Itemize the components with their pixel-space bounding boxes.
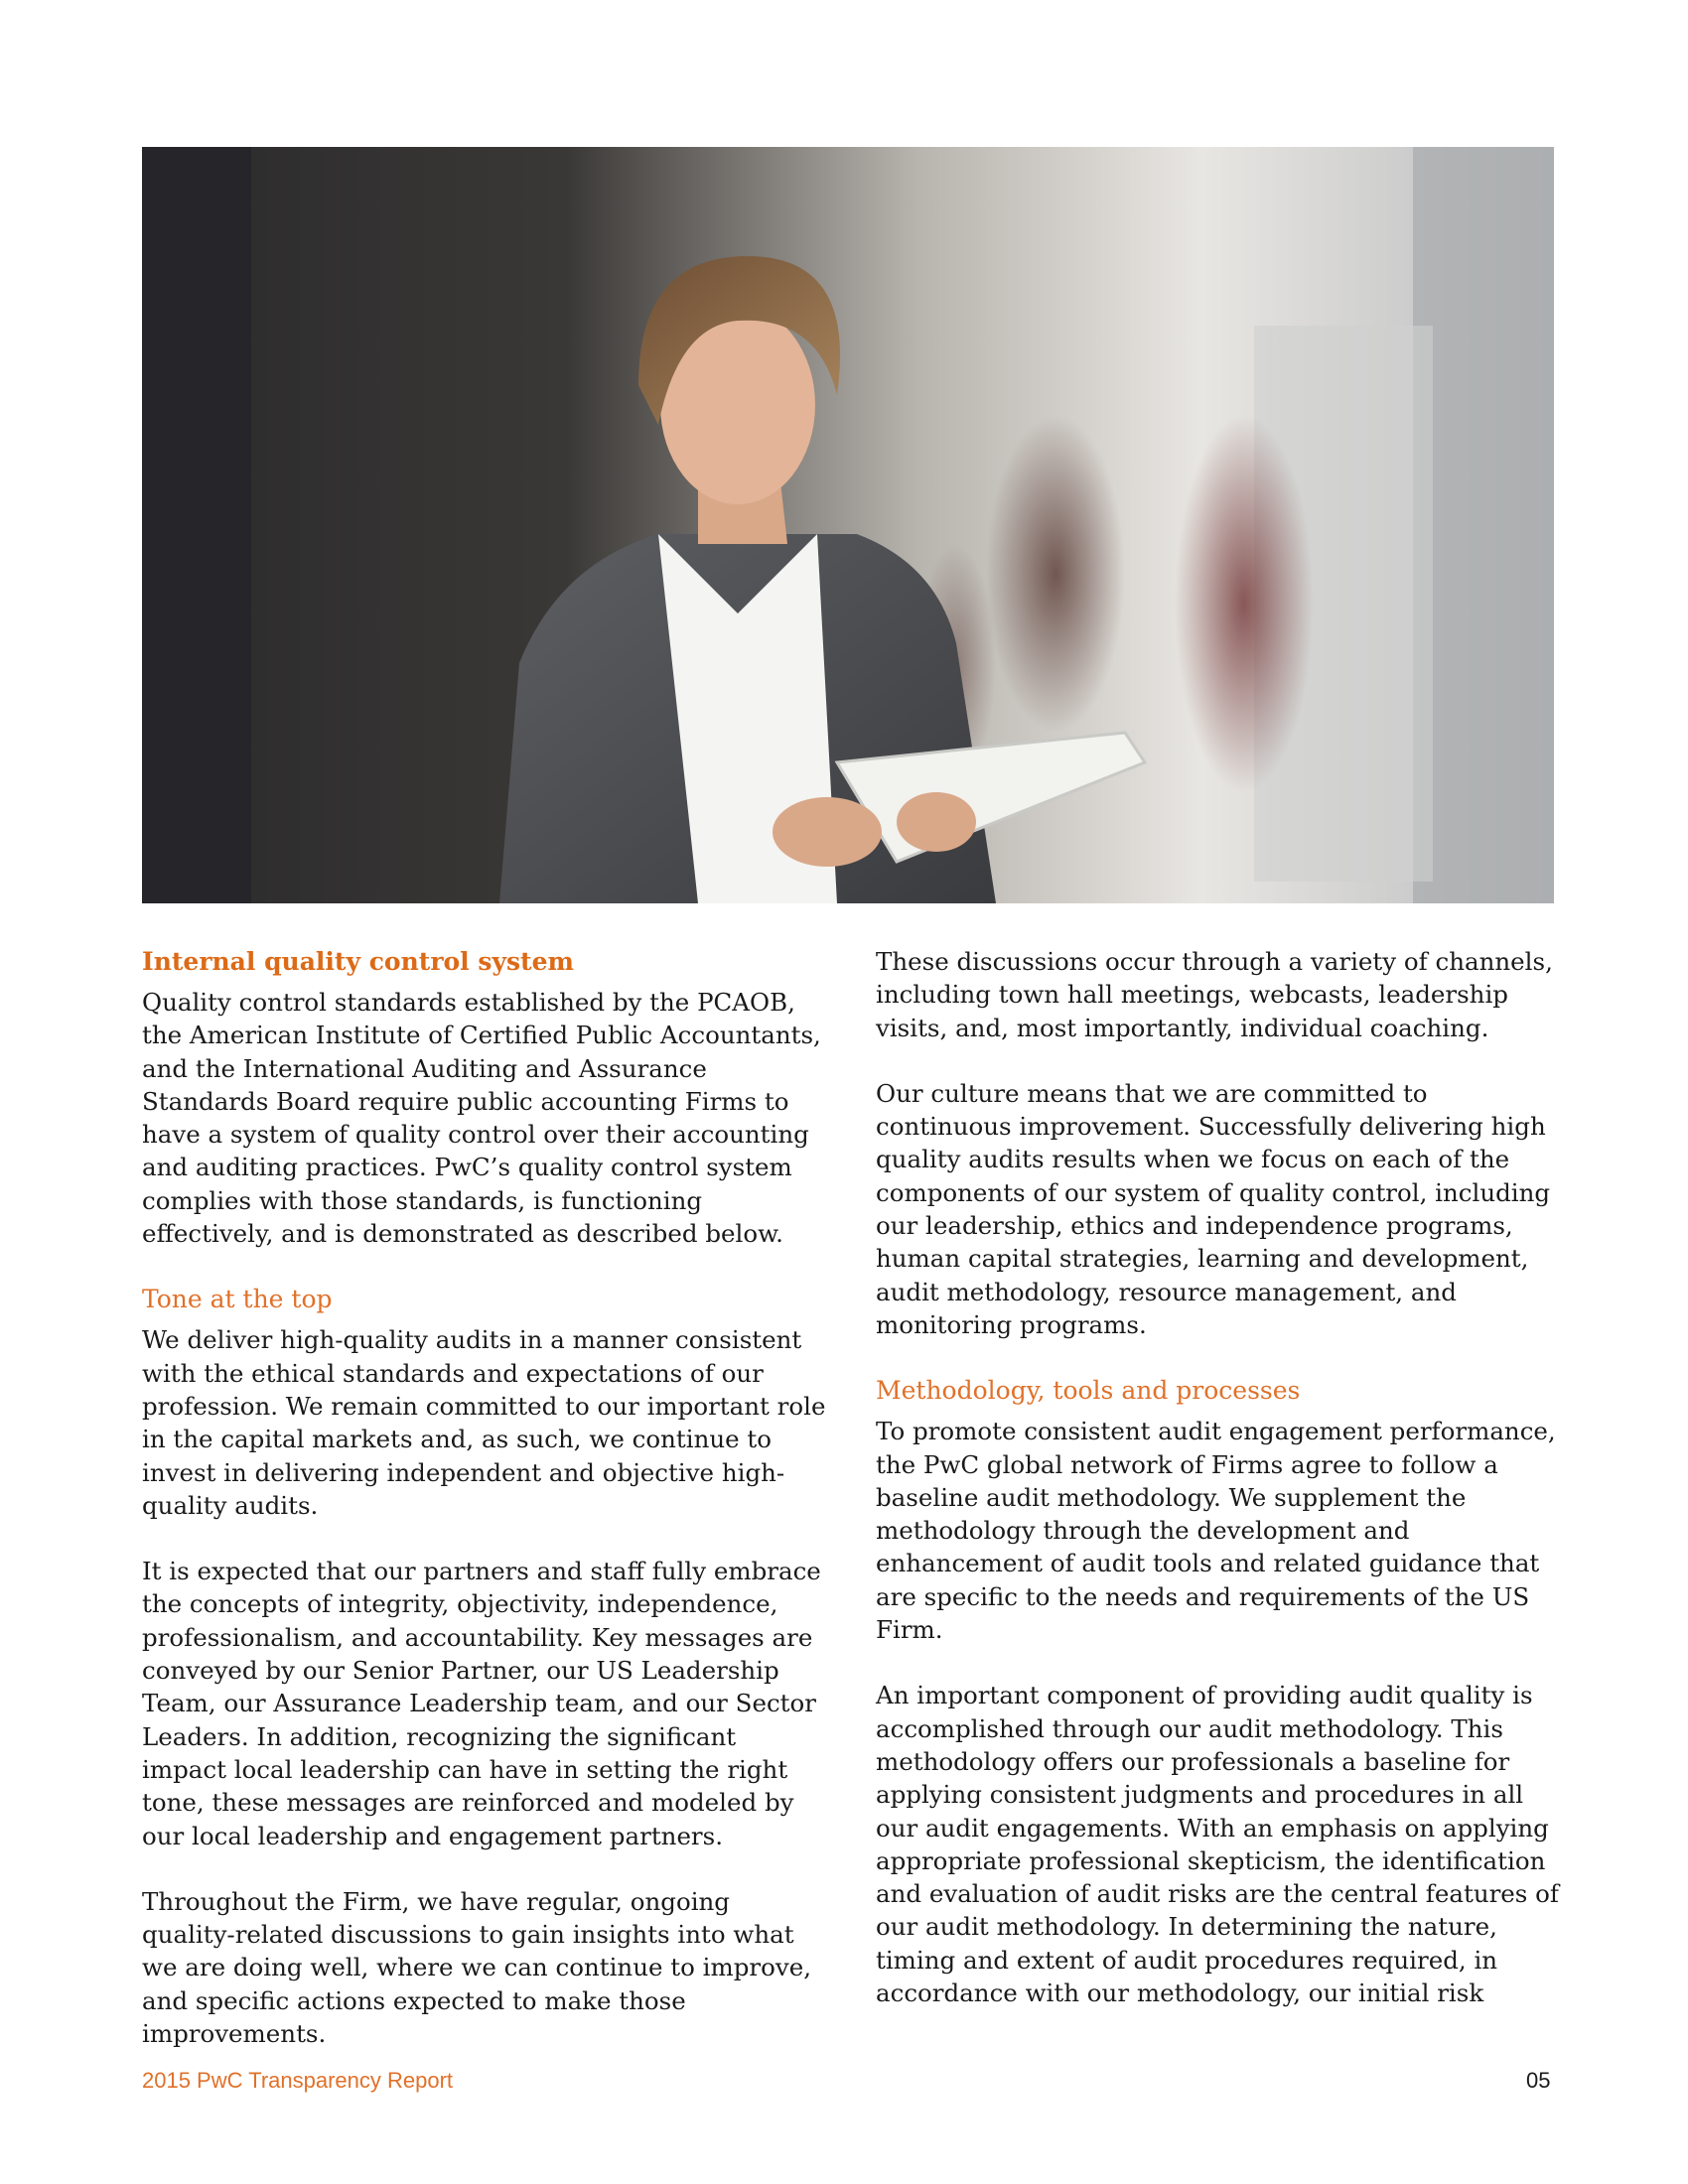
- photo-woman-with-tablet-icon: [142, 147, 1554, 903]
- paragraph: These discussions occur through a variety of channels, including town hall meetings, webcasts, leadership visits, and, most importantly, individual coaching.: [876, 947, 1553, 1042]
- right-column: [876, 945, 1561, 2009]
- subheading-methodology: Methodology, tools and processes: [876, 1376, 1301, 1406]
- paragraph: Quality control standards established by the PCAOB, the American Institute of Certified Public Accountants, and the International Auditing and Assurance Standards Board require public accounting Firms to have a system of quality control over their accounting and auditing practices. PwC’s quality control system complies with those standards, is functioning effectively, and is demonstrated as described below.: [142, 988, 821, 1249]
- hero-photo: [142, 147, 1554, 903]
- page-number: 05: [1526, 2068, 1551, 2093]
- paragraph: To promote consistent audit engagement performance, the PwC global network of Firms agree to follow a baseline audit methodology. We supplement the methodology through the development and enhancement of audit tools and related guidance that are specific to the needs and requirements of the US Firm.: [876, 1417, 1556, 1645]
- paragraph: Throughout the Firm, we have regular, ongoing quality-related discussions to gain insights into what we are doing well, where we can continue to improve, and specific actions expected to make those improvements.: [142, 1886, 812, 2049]
- left-column: [142, 945, 827, 2050]
- paragraph: An important component of providing audit quality is accomplished through our audit methodology. This methodology offers our professionals a baseline for applying consistent judgments and procedures in all our audit engagements. With an emphasis on applying appropriate professional skepticism, the identification and evaluation of audit risks are the central features of our audit methodology. In determining the nature, timing and extent of audit procedures required, in accordance with our methodology, our initial risk: [876, 1681, 1559, 2008]
- paragraph: We deliver high-quality audits in a manner consistent with the ethical standards and expectations of our profession. We remain committed to our important role in the capital markets and, as such, we continue to invest in delivering independent and objective high-quality audits.: [142, 1325, 826, 1520]
- paragraph: It is expected that our partners and staff fully embrace the concepts of integrity, objectivity, independence, professionalism, and accountability. Key messages are conveyed by our Senior Partner, our US Leadership Team, our Assurance Leadership team, and our Sector Leaders. In addition, recognizing the significant impact local leadership can have in setting the right tone, these messages are reinforced and modeled by our local leadership and engagement partners.: [142, 1557, 821, 1850]
- section-heading-internal-quality: Internal quality control system: [142, 947, 574, 976]
- paragraph: Our culture means that we are committed to continuous improvement. Successfully delivering high quality audits results when we focus on each of the components of our system of quality control, including our leadership, ethics and independence programs, human capital strategies, learning and development, audit methodology, resource management, and monitoring programs.: [876, 1078, 1551, 1339]
- subheading-tone-at-top: Tone at the top: [142, 1285, 333, 1314]
- footer-report-title: 2015 PwC Transparency Report: [142, 2068, 454, 2093]
